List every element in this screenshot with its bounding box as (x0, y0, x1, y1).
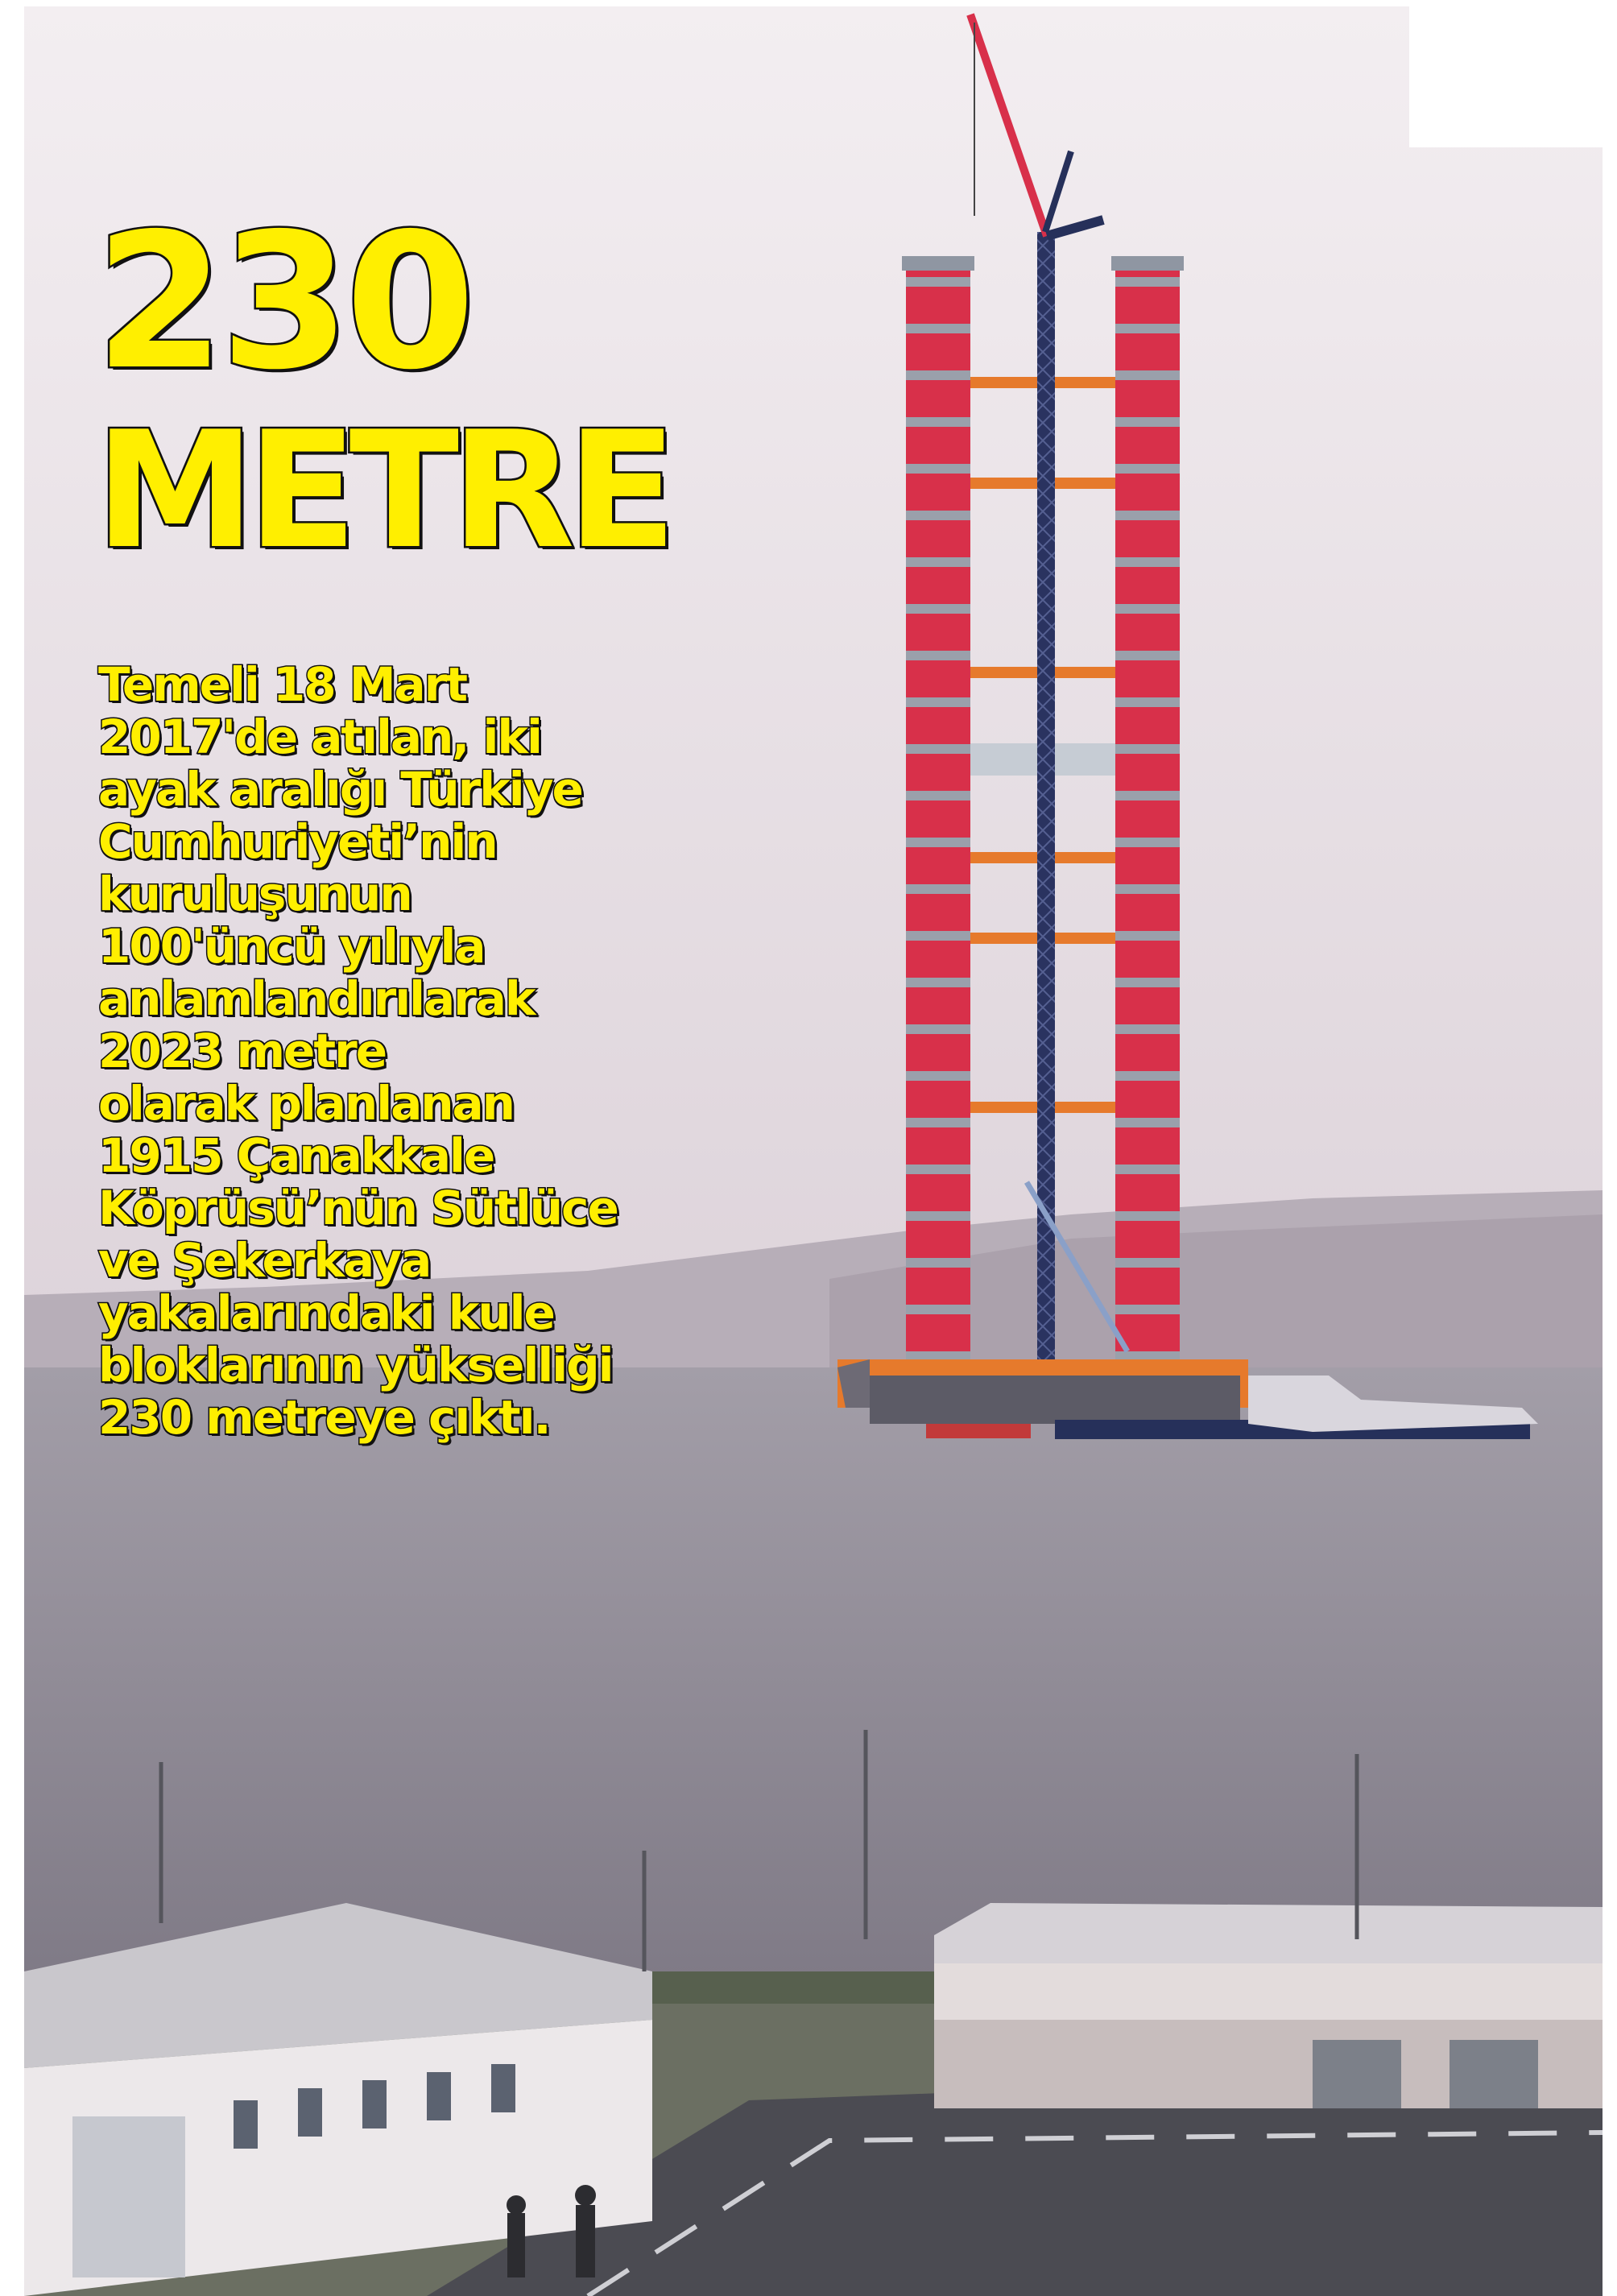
tower-right-leg (1115, 264, 1180, 1359)
body-line: 230 metreye çıktı. (98, 1390, 550, 1445)
article-body (98, 659, 662, 1444)
body-line: ayak aralığı Türkiye (98, 762, 582, 817)
body-line: Temeli 18 Mart (98, 657, 467, 712)
person-silhouette (576, 2205, 595, 2277)
body-line: olarak planlanan (98, 1076, 514, 1131)
body-line: ve Şekerkaya (98, 1233, 431, 1288)
body-line: 100'üncü yılıyla (98, 919, 485, 974)
right-building-roof (934, 1903, 1603, 1963)
body-line: 1915 Çanakkale (98, 1128, 494, 1183)
white-corner (1409, 6, 1603, 147)
left-building-entrance (72, 2116, 185, 2277)
body-line: 2017'de atılan, iki (98, 709, 541, 764)
person-silhouette (507, 2213, 525, 2277)
tower-crane-mast (1037, 232, 1055, 1359)
body-line: Köprüsü’nün Sütlüce (98, 1181, 618, 1235)
tower-left-leg (906, 264, 970, 1359)
headline (95, 193, 820, 588)
headline-number: 230 (95, 193, 471, 411)
body-line: 2023 metre (98, 1024, 387, 1078)
body-line: Cumhuriyeti’nin (98, 814, 497, 869)
body-line: anlamlandırılarak (98, 971, 535, 1026)
body-line: bloklarının yükselliği (98, 1338, 613, 1392)
body-line: kuruluşunun (98, 867, 411, 921)
right-building-window-1 (1313, 2040, 1401, 2108)
strait-water (24, 1367, 1603, 1980)
right-building-window-2 (1450, 2040, 1538, 2108)
tugboat (926, 1424, 1031, 1438)
headline-unit: METRE (95, 397, 669, 585)
body-line: yakalarındaki kule (98, 1285, 554, 1340)
